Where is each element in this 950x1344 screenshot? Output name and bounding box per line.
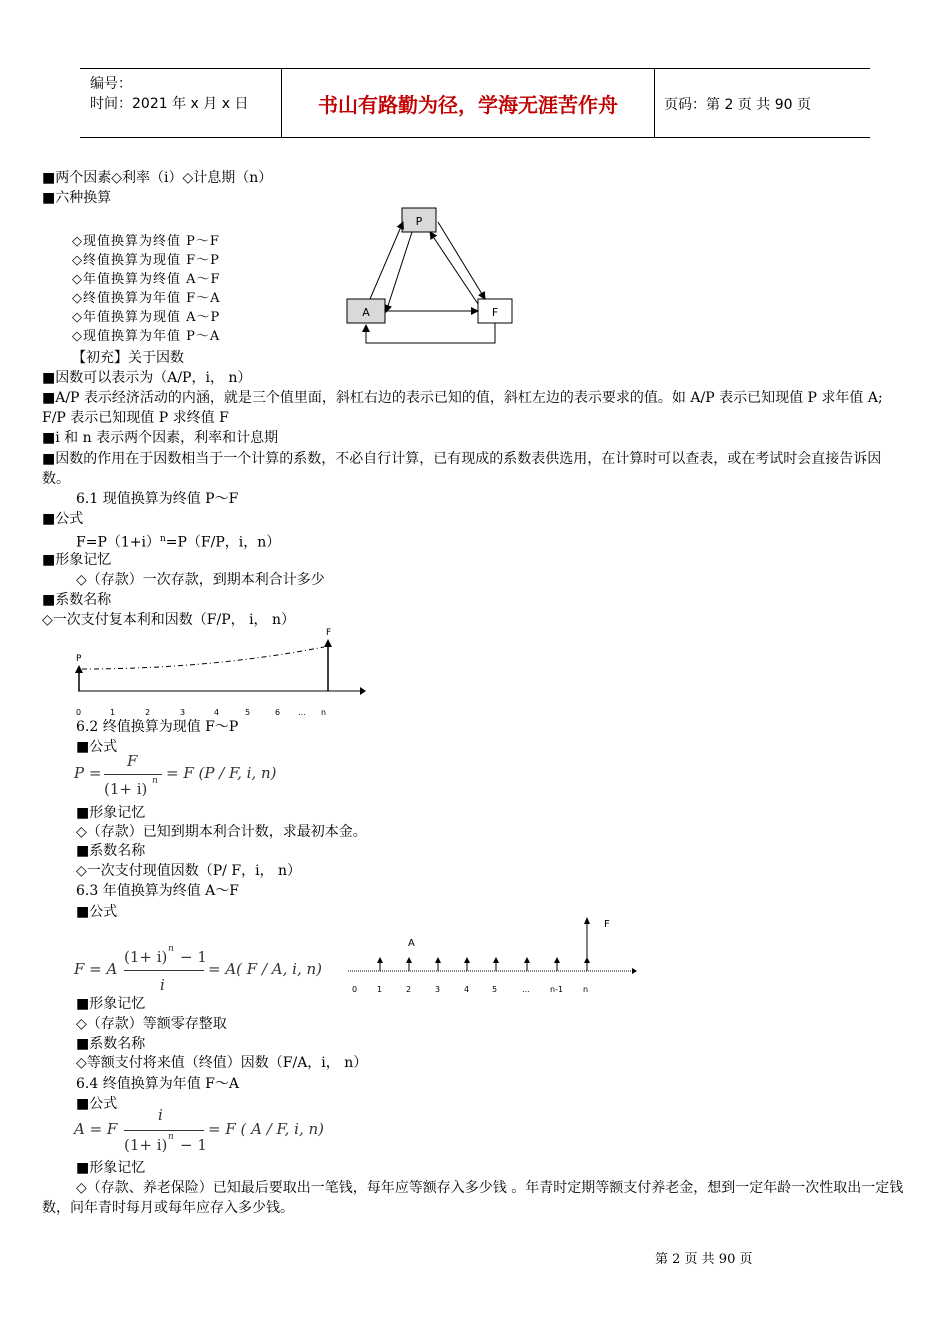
tick-label: 4	[464, 985, 470, 994]
coefficient-text: ◇一次支付复本利和因数（F/P， i， n）	[42, 612, 296, 628]
memory-text: ◇（存款）等额零存整取	[76, 1016, 227, 1032]
cashflow-diagram-1	[70, 625, 370, 720]
memory-text: ◇（存款）一次存款，到期本利合计多少	[76, 572, 325, 588]
formula-label: ■公式	[42, 511, 84, 527]
a-label: A	[408, 938, 415, 949]
factor-i-n-line: ■i 和 n 表示两个因素，利率和计息期	[42, 430, 279, 446]
date-label: 时间：2021 年 x 月 x 日	[90, 96, 249, 112]
tick-label: n-1	[550, 985, 564, 994]
p-box-label: P	[415, 215, 423, 228]
page-footer: 第 2 页 共 90 页	[655, 1252, 753, 1267]
header-divider	[654, 69, 655, 137]
section-6-3-title: 6.3 年值换算为终值 A～F	[76, 883, 239, 899]
arrow-p-to-a	[386, 232, 412, 312]
memory-text: ◇（存款）已知到期本利合计数，求最初本金。	[76, 824, 367, 840]
formula-label: ■公式	[76, 904, 118, 920]
annuity-arrows	[377, 957, 590, 971]
p-label: P	[76, 654, 82, 664]
formula-label: ■公式	[76, 739, 118, 755]
section-6-2-title: 6.2 终值换算为现值 F～P	[76, 719, 239, 735]
tick-label: …	[522, 985, 530, 994]
conversion-item: ◇年值换算为终值 A～F	[72, 272, 221, 287]
tick-label: 2	[145, 708, 151, 717]
header-motto: 书山有路勤为径，学海无涯苦作舟	[318, 92, 618, 117]
cashflow-diagram-2	[340, 912, 640, 997]
tick-label: 5	[492, 985, 498, 994]
memory-text: ◇（存款、养老保险）已知最后要取出一笔钱，每年应等额存入多少钱 。年青时定期等额支付养老金，想到一定年龄一次性取出一定钱数，问年青时每月或每年应存入多少钱。	[42, 1180, 904, 1216]
f-box-label: F	[491, 306, 499, 319]
tick-label: 3	[180, 708, 186, 717]
memory-label: ■形象记忆	[42, 552, 112, 568]
coefficient-label: ■系数名称	[76, 1036, 146, 1052]
arrow-p-to-f	[438, 222, 485, 299]
section-6-1-title: 6.1 现值换算为终值 P～F	[76, 491, 239, 507]
tick-label: 4	[214, 708, 220, 717]
tick-label: 3	[435, 985, 441, 994]
header-left-cell	[80, 69, 280, 137]
memory-label: ■形象记忆	[76, 1160, 146, 1176]
factor-meaning-paragraph: ■A/P 表示经济活动的内涵，就是三个值里面，斜杠右边的表示已知的值，斜杠左边的表示要求的值。如 A/P 表示已知现值 P 求年值 A; F/P 表示已知现值 P 求终值 F	[42, 390, 883, 426]
f-label: F	[604, 919, 610, 930]
factor-notation-line: ■因数可以表示为（A/P，i， n）	[42, 370, 252, 386]
tick-label: 2	[406, 985, 412, 994]
memory-label: ■形象记忆	[76, 996, 146, 1012]
tick-label: 1	[110, 708, 116, 717]
tick-label: n	[321, 708, 327, 717]
conversion-item: ◇现值换算为终值 P～F	[72, 234, 220, 249]
conversion-item: ◇现值换算为年值 P～A	[72, 329, 221, 344]
coefficient-text: ◇一次支付现值因数（P/ F，i， n）	[76, 863, 302, 879]
six-conversions-line: ■六种换算	[42, 190, 112, 206]
tick-label: 1	[377, 985, 383, 994]
arrow-f-to-p	[430, 232, 478, 304]
coefficient-label: ■系数名称	[76, 843, 146, 859]
growth-curve	[82, 647, 324, 669]
tick-label: 0	[76, 708, 82, 717]
arrow-f-to-a	[366, 323, 495, 343]
header-table	[80, 68, 870, 138]
f-label: F	[326, 628, 332, 638]
triangle-diagram	[330, 200, 520, 350]
coefficient-label: ■系数名称	[42, 592, 112, 608]
supplement-heading: 【初充】关于因数	[72, 350, 184, 366]
tick-label: 6	[275, 708, 281, 717]
formula-label: ■公式	[76, 1096, 118, 1112]
conversion-item: ◇年值换算为现值 A～P	[72, 310, 221, 325]
arrow-a-to-p	[370, 222, 403, 299]
a-box-label: A	[362, 306, 370, 319]
factor-purpose-paragraph: ■因数的作用在于因数相当于一个计算的系数，不必自行计算，已有现成的系数表供选用，在计算时可以查表，或在考试时会直接告诉因数。	[42, 451, 882, 487]
tick-label: 5	[245, 708, 251, 717]
tick-label: …	[298, 708, 306, 717]
coefficient-text: ◇等额支付将来值（终值）因数（F/A，i， n）	[76, 1055, 368, 1071]
section-6-4-title: 6.4 终值换算为年值 F～A	[76, 1076, 239, 1092]
two-factors-line: ■两个因素◇利率（i）◇计息期（n）	[42, 170, 273, 186]
number-label: 编号：	[90, 76, 132, 92]
memory-label: ■形象记忆	[76, 805, 146, 821]
conversion-item: ◇终值换算为现值 F～P	[72, 253, 220, 268]
formula-6-1: $F=P(1+i)^n=P(F/P$，i，n）	[76, 534, 281, 551]
header-page-info: 页码：第 2 页 共 90 页	[664, 97, 811, 113]
tick-label: 0	[352, 985, 358, 994]
conversion-item: ◇终值换算为年值 F～A	[72, 291, 221, 306]
tick-label: n	[583, 985, 589, 994]
